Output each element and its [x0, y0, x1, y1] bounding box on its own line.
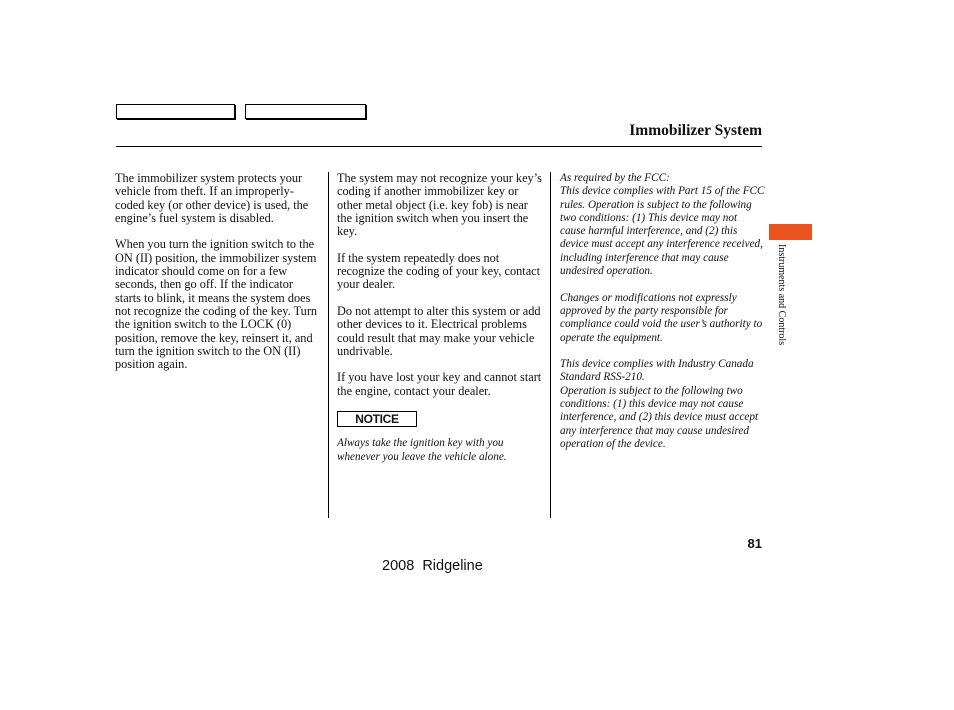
footer-model: 2008 Ridgeline: [382, 558, 483, 574]
paragraph-indicator: When you turn the ignition switch to the ON (II) position, the immobilizer system indicator should come on for a few seconds, then go off. If the indicator starts to blink, it means the system does not recognize the coding of the key. Turn the ignition switch to the LOCK (0) position, remove the key, reinsert it, and turn the ignition switch to the ON (II) position again.: [115, 237, 318, 372]
changes-text: Changes or modifications not expressly approved by the party responsible for compliance could void the user’s authority to operate the equipment.: [560, 291, 763, 344]
canada-heading: This device complies with Industry Canada Standard RSS-210.: [560, 358, 754, 384]
fcc-block: [560, 172, 765, 278]
title-divider: [116, 146, 762, 147]
fcc-heading: As required by the FCC:: [560, 172, 670, 184]
notice-text: Always take the ignition key with you whenever you leave the vehicle alone.: [337, 437, 507, 463]
paragraph-immobilizer-intro: The immobilizer system protects your vehicle from theft. If an improperly-coded key (or other device) is used, the engine’s fuel system is disabled.: [115, 171, 309, 225]
section-label: Instruments and Controls: [776, 244, 787, 346]
column-2: [337, 172, 544, 477]
page-title: Immobilizer System: [629, 122, 762, 139]
column-divider: [550, 172, 551, 518]
paragraph-do-not-alter: Do not attempt to alter this system or add other devices to it. Electrical problems could result that may make your vehicle undrivable.: [337, 303, 541, 358]
paragraph-repeated: If the system repeatedly does not recognize the coding of your key, contact your dealer.: [337, 250, 541, 292]
fcc-text: This device complies with Part 15 of the FCC rules. Operation is subject to the following two conditions: (1) This device may not cause harmful interference, and (2) this device must accept any interference received, including interference that may cause undesired operation.: [560, 185, 765, 278]
canada-block: [560, 358, 765, 451]
paragraph-key-coding: The system may not recognize your key’s coding if another immobilizer key or other metal object (i.e. key fob) is near the ignition switch when you insert the key.: [337, 171, 542, 239]
column-divider: [328, 172, 329, 518]
nav-box-next[interactable]: [245, 104, 366, 119]
canada-text: Operation is subject to the following two conditions: (1) this device may not cause interference, and (2) this device must accept any interference that may cause undesired operation of the device.: [560, 384, 759, 450]
paragraph-lost-key: If you have lost your key and cannot start the engine, contact your dealer.: [337, 370, 542, 398]
page-number: 81: [747, 536, 762, 551]
column-1: [115, 172, 321, 385]
notice-label: NOTICE: [337, 411, 417, 427]
nav-box-previous[interactable]: [116, 104, 235, 119]
column-3: [560, 172, 765, 465]
section-tab-marker: [769, 224, 812, 240]
